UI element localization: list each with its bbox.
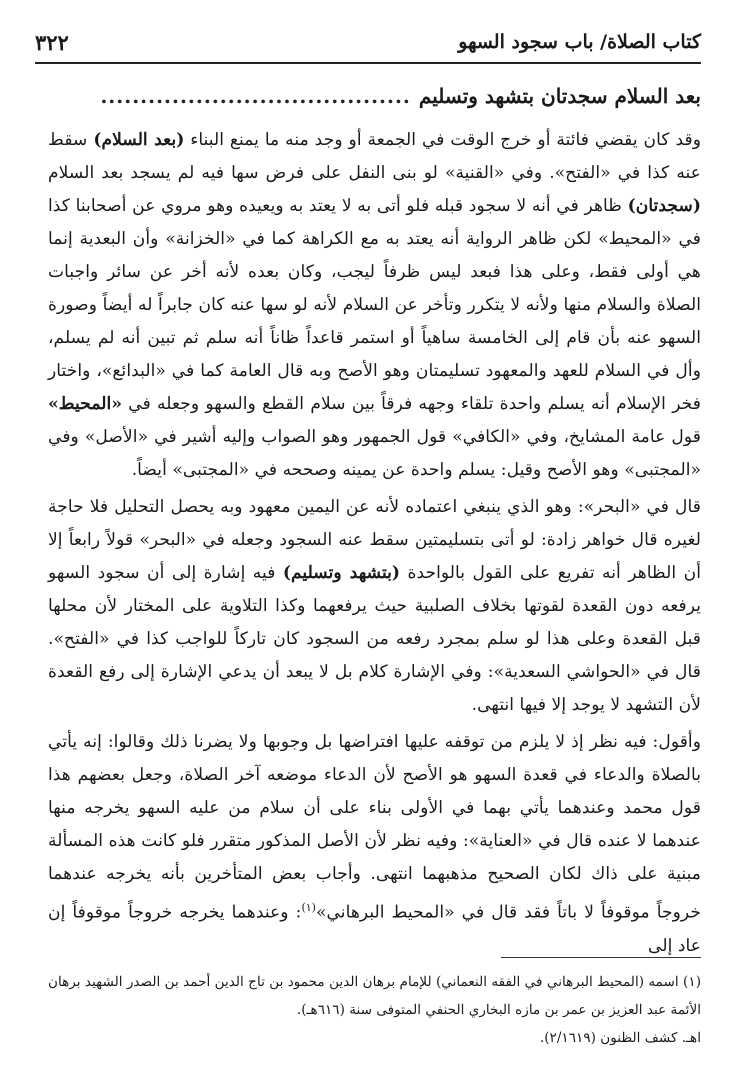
text-run: قول عامة المشايخ، وفي «الكافي» قول الجمهور وهو الصواب وإليه أشير في «الأصل» وفي «المجتبى» وهو الأصح وقيل: يسلم واحدة عن يمينه وصححه في «المجتبى» أيضاً.: [48, 427, 701, 480]
running-header: [35, 22, 701, 64]
text-run: : وعندهما يخرجه خروجاً موقوفاً إن عاد إلى: [48, 902, 701, 956]
footnote-separator: [501, 957, 701, 958]
page-number: ٣٢٢: [35, 29, 69, 55]
paragraph: [48, 491, 701, 722]
text-run: قال في «البحر»: وهو الذي ينبغي اعتماده لأنه عن اليمين معهود وبه يحصل التحليل فلا حاجة لغيره قال خواهر زادة: لو أتى بتسليمتين سقط عنه السجود وجعله في «البحر» قولاً رابعاً إلا أن الظاهر أنه تفريع على القول بالواحدة: [48, 497, 701, 583]
text-run: سقط عنه كذا في «الفتح». وفي «القنية» لو بنى النفل على فرض سها فيه لم يسجد بعد السلام: [48, 130, 701, 183]
heading-dot-leader: .......................................: [100, 84, 411, 108]
section-heading: بعد السلام سجدتان بتشهد وتسليم: [418, 84, 701, 108]
footnote-line: (١) اسمه (المحيط البرهاني في الفقه النعماني) للإمام برهان الدين محمود بن تاج الدين أحمد بن الصدر الشهيد برهان الأئمة عبد العزيز بن عمر بن مازه البخاري الحنفي المتوفى سنة (٦١٦هـ).: [48, 974, 701, 1018]
footnote-ref: (١): [301, 901, 316, 914]
highlighted-term: (بعد السلام): [93, 130, 185, 150]
text-run: وأقول: فيه نظر إذ لا يلزم من توقفه عليها افتراضها بل وجوبها ولا يضرنا ذلك وقالوا: إنه يأتي بالصلاة والدعاء في قعدة السهو هو الأصح لأن الدعاء موضعه آخر الصلاة، وجعل بعضهم هذا قول محمد وعندهما يأتي بهما في الأولى بناء على أن سلام من عليه السهو يخرجه منها عندهما لا عنده قال في «العناية»: وفيه نظر لأن الأصل المذكور متقرر فلو كانت هذه المسألة مبنية على ذاك لكان الصحيح مذهبهما انتهى. وأجاب بعض المتأخرين بأنه يخرجه عندهما خروجاً موقوفاً لا باتاً فقد قال في «المحيط البرهاني»: [48, 732, 701, 923]
text-run: ظاهر في أنه لا سجود قبله فلو أتى به لا يعتد به ويعيده وهو مروي عن أصحابنا كذا في «المحيط» لكن ظاهر الرواية أنه يعتد به مع الكراهة كما في «الخزانة» وأن البعدية إنما هي أولى فقط، وعلى هذا فبعد ليس ظرفاً ليجب، وكان بعده لأنه أخر عن سائر واجبات الصلاة والسلام منها ولأنه لا يتكرر وتأخر عن السلام لأنه لو سها عنه كان جابراً له أيضاً وصورة السهو عنه بأن قام إلى الخامسة ساهياً أو استمر قاعداً ظاناً أنه سلم ثم تبين أنه لم يسلم، وأل في السلام للعهد والمعهود تسليمتان وهو الأصح وبه قال العامة كما في «البدائع»، واختار فخر الإسلام أنه يسلم واحدة تلقاء وجهه فرقاً بين سلام القطع والسهو وجعله في: [48, 196, 701, 414]
paragraph: [48, 726, 701, 963]
highlighted-term: (بتشهد وتسليم): [282, 563, 401, 583]
text-run: فيه إشارة إلى أن سجود السهو يرفعه دون القعدة لقوتها بخلاف الصلبية حيث يرفعهما وكذا التلاوية على المختار لأن محلها قبل القعدة وعلى هذا لو سلم بمجرد رفعه من السجود كان تاركاً للواجب كذا في «الفتح». قال في «الحواشي السعدية»: وفي الإشارة كلام بل لا يبعد أن يدعي الإشارة إلى رفع القعدة لأن التشهد لا يوجد إلا فيها انتهى.: [48, 563, 701, 715]
footnote-line: اهـ. كشف الظنون (٢/١٦١٩).: [539, 1030, 701, 1046]
section-heading-row: [54, 76, 701, 116]
footnotes: [48, 968, 701, 1052]
main-text: [48, 124, 701, 967]
highlighted-term: (سجدتان): [627, 196, 701, 216]
highlighted-term: «المحيط»: [48, 394, 123, 414]
paragraph: [48, 124, 701, 487]
chapter-title: كتاب الصلاة/ باب سجود السهو: [458, 31, 701, 53]
text-run: وقد كان يقضي فائتة أو خرج الوقت في الجمعة أو وجد منه ما يمنع البناء: [184, 130, 702, 150]
